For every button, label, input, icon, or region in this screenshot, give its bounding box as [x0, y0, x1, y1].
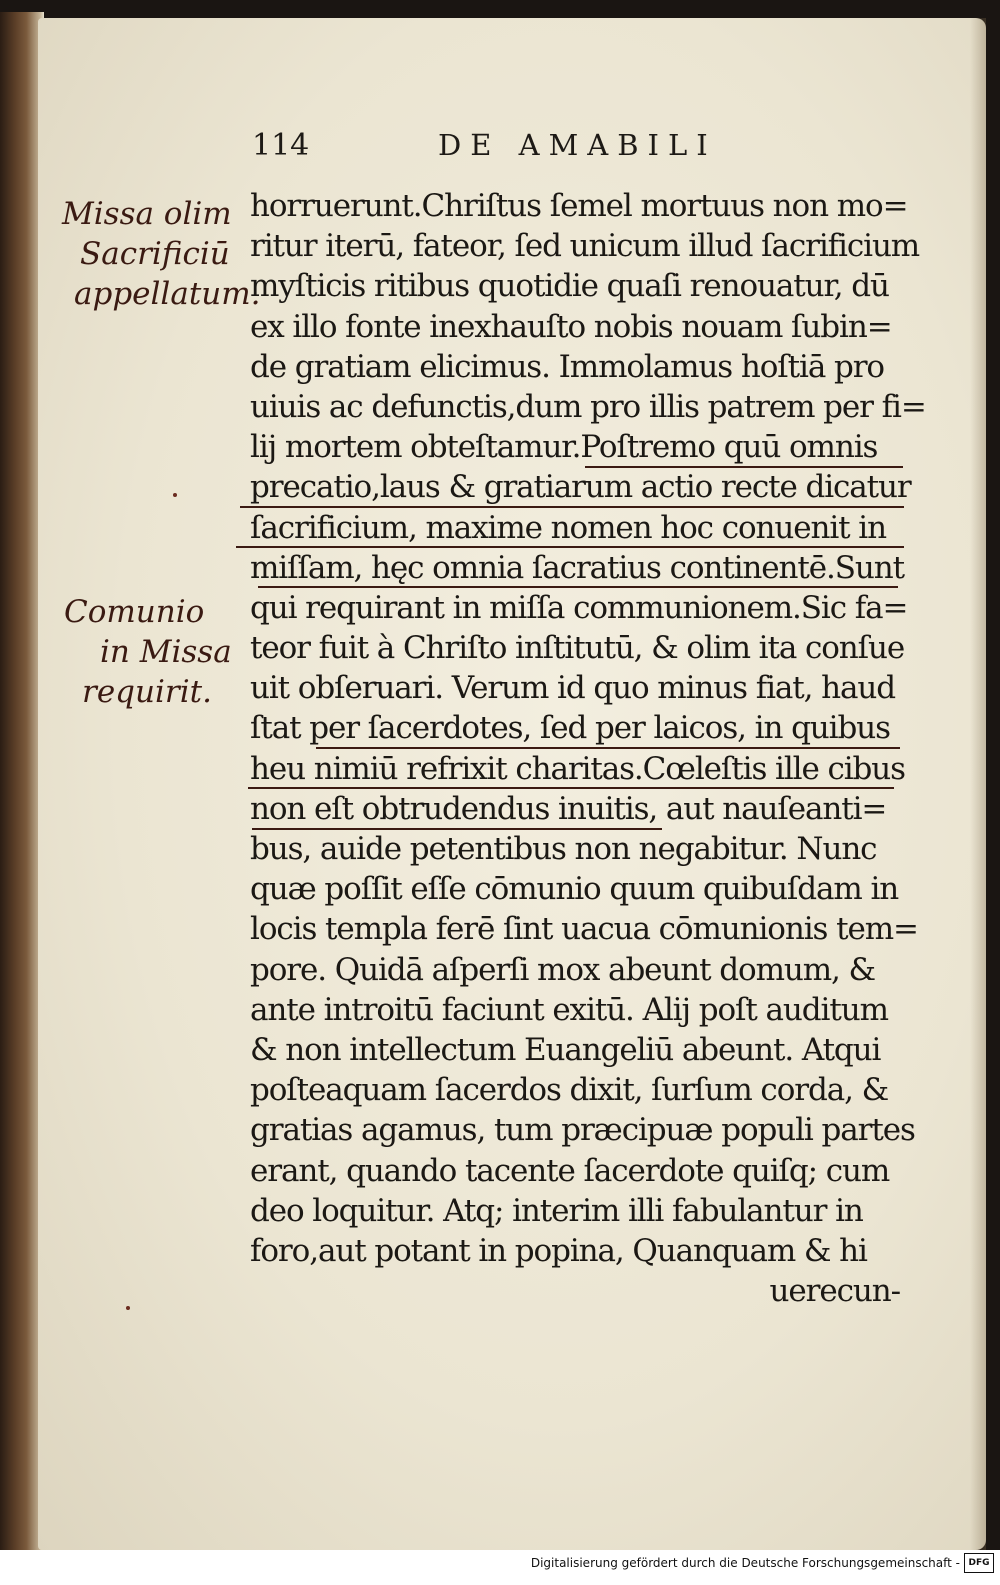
text-line: locis templa ferē ſint uacua cōmunionis tem= [250, 911, 918, 948]
handwritten-underline [248, 787, 894, 789]
text-line: bus, auide petentibus non negabitur. Nunc [250, 831, 877, 867]
text-line: horruerunt.Chriſtus ſemel mortuus non mo= [250, 188, 908, 224]
text-line: myſticis ritibus quotidie quaſi renouatur, dū [250, 268, 889, 305]
catchword: uerecun- [769, 1273, 900, 1310]
margin-note-line: Comunio [64, 594, 205, 630]
text-line: qui requirant in miſſa communionem.Sic fa= [250, 589, 908, 626]
handwritten-underline [252, 828, 662, 830]
text-line: & non intellectum Euangeliū abeunt. Atqui [250, 1031, 881, 1068]
page-number: 114 [252, 128, 310, 163]
handwritten-underline [316, 747, 900, 749]
text-line: uiuis ac defunctis,dum pro illis patrem per fi= [250, 388, 926, 425]
margin-note-line: in Missa [100, 634, 232, 670]
text-line: foro,aut potant in popina, Quanquam & hi [250, 1232, 867, 1269]
text-line: pore. Quidā aſperſi mox abeunt domum, & [250, 951, 876, 988]
margin-note-line: Missa olim [62, 196, 232, 232]
text-line: teor fuit à Chriſto inſtitutū, & olim ita conſue [250, 630, 905, 667]
text-line: uit obſeruari. Verum id quo minus fiat, haud [250, 670, 895, 707]
text-line: poſteaquam ſacerdos dixit, ſurſum corda, & [250, 1072, 889, 1109]
ink-spot [126, 1306, 130, 1310]
text-line: ſtat per ſacerdotes, ſed per laicos, in quibus [250, 710, 890, 747]
text-line: non eſt obtrudendus inuitis, aut nauſeanti= [250, 790, 887, 827]
ink-spot [173, 493, 177, 497]
text-line: precatio,laus & gratiarum actio recte dicatur [250, 469, 911, 506]
text-line: gratias agamus, tum præcipuæ populi partes [250, 1112, 915, 1149]
handwritten-underline [585, 466, 903, 468]
text-line: erant, quando tacente ſacerdote quiſq; cum [250, 1152, 890, 1189]
margin-note-line: Sacrificiū [80, 236, 230, 272]
handwritten-underline [236, 546, 904, 548]
page-edge-shadow [970, 18, 986, 1550]
text-line: ſacrificium, maxime nomen hoc conuenit in [250, 509, 886, 546]
text-line: deo loquitur. Atq; interim illi fabulantur in [250, 1192, 863, 1229]
text-line: lij mortem obteſtamur.Poſtremo quū omnis [250, 429, 878, 466]
handwritten-underline [240, 506, 904, 508]
handwritten-underline [258, 586, 898, 588]
text-line: ante introitū faciunt exitū. Alij poſt auditum [250, 991, 888, 1028]
margin-note [64, 592, 232, 712]
text-line: heu nimiū refrixit charitas.Cœleſtis ille cibus [250, 750, 905, 787]
text-line: de gratiam elicimus. Immolamus hoſtiā pro [250, 348, 884, 385]
margin-note [62, 194, 261, 314]
dfg-logo: DFG [964, 1553, 994, 1573]
digitization-credit: Digitalisierung gefördert durch die Deutsche Forschungsgemeinschaft - [530, 1556, 960, 1570]
text-line: ex illo fonte inexhauſto nobis nouam ſubin= [250, 308, 892, 345]
text-line: ritur iterū, fateor, ſed unicum illud ſacrificium [250, 228, 920, 265]
margin-note-line: appellatum. [74, 276, 261, 312]
text-line: quæ poſſit eſſe cōmunio quum quibuſdam in [250, 871, 899, 908]
margin-note-line: requirit. [82, 674, 212, 710]
running-head: DE AMABILI [438, 128, 717, 162]
text-line: miſſam, hęc omnia ſacratius continentē.Sunt [250, 549, 904, 586]
